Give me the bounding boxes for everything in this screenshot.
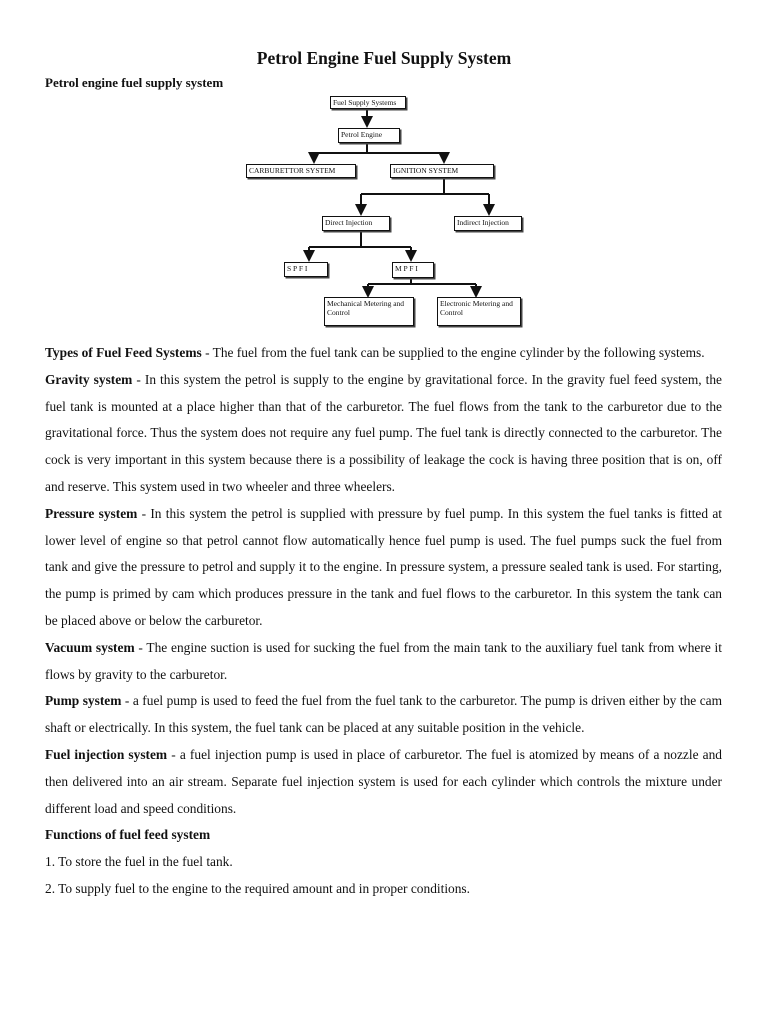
node-spfi: S P F I <box>284 262 328 277</box>
section-pressure <box>45 501 722 635</box>
section-gravity <box>45 367 722 501</box>
node-petrol-engine: Petrol Engine <box>338 128 400 143</box>
document-body <box>45 340 722 903</box>
heading-separator: - <box>137 505 151 521</box>
heading-separator: - <box>201 345 213 360</box>
node-electronic-metering: Electronic Metering and Control <box>437 297 521 326</box>
functions-item: 2. To supply fuel to the engine to the required amount and in proper conditions. <box>45 880 470 896</box>
section-types <box>45 340 722 367</box>
section-heading: Gravity system <box>45 371 133 387</box>
functions-heading-text: Functions of fuel feed system <box>45 827 211 843</box>
functions-item: 1. To store the fuel in the fuel tank. <box>45 854 233 870</box>
heading-separator: - <box>134 639 147 655</box>
section-heading: Fuel injection system <box>45 746 168 762</box>
section-vacuum <box>45 635 722 689</box>
node-mpfi: M P F I <box>392 262 434 278</box>
node-ignition-system: IGNITION SYSTEM <box>390 164 494 178</box>
functions-heading <box>45 822 722 849</box>
section-heading: Types of Fuel Feed Systems <box>45 345 202 360</box>
section-text: a fuel pump is used to feed the fuel from the fuel tank to the carburetor. The pump is driven either by the cam shaft or electrically. In this system, the fuel tank can be placed at any suitable position in the vehicle. <box>45 693 722 736</box>
section-text: a fuel injection pump is used in place of carburetor. The fuel is atomized by means of a nozzle and then delivered into an air stream. Separate fuel injection system is used for each cylinder which controls the mixture under different load and speed conditions. <box>45 746 722 816</box>
section-heading: Vacuum system <box>45 639 135 655</box>
heading-separator: - <box>167 746 180 762</box>
node-fuel-supply-systems: Fuel Supply Systems <box>330 96 406 109</box>
section-text: The engine suction is used for sucking the fuel from the main tank to the auxiliary fuel tank from where it flows by gravity to the carburetor. <box>45 639 723 682</box>
node-direct-injection: Direct Injection <box>322 216 390 231</box>
section-pump <box>45 688 722 742</box>
section-heading: Pressure system <box>45 505 138 521</box>
page-subtitle: Petrol engine fuel supply system <box>45 75 224 90</box>
page-title: Petrol Engine Fuel Supply System <box>256 48 512 68</box>
node-carburettor-system: CARBURETTOR SYSTEM <box>246 164 356 178</box>
heading-separator: - <box>132 371 145 387</box>
node-mechanical-metering: Mechanical Metering and Control <box>324 297 414 326</box>
fuel-supply-flowchart <box>244 92 530 332</box>
section-text: In this system the petrol is supplied with pressure by fuel pump. In this system the fuel tanks is fitted at lower level of engine so that petrol cannot flow automatically hence fuel pump is used. The fuel pumps suck the fuel from tank and give the pressure to petrol and supply it to the engine. In pressure system, a pressure sealed tank is used. For starting, the pump is primed by cam which produces pressure in the tank and fuel flows to the carburetor. In this system the tank can be placed above or below the carburetor. <box>45 505 723 628</box>
section-fuel-injection <box>45 742 722 822</box>
section-heading: Pump system <box>45 693 122 709</box>
node-indirect-injection: Indirect Injection <box>454 216 522 231</box>
heading-separator: - <box>121 693 133 709</box>
section-text: In this system the petrol is supply to the engine by gravitational force. In the gravity fuel feed system, the fuel tank is mounted at a place higher than that of the carburetor. The fuel flows from the tank to the carburetor due to the gravitational force. Thus the system does not require any fuel pump. The fuel tank is directly connected to the carburetor. The cock is very important in this system because there is a possibility of leakage the cock is having three position that is on, off and reserve. This system used in two wheeler and three wheelers. <box>45 371 722 494</box>
section-text: The fuel from the fuel tank can be supplied to the engine cylinder by the following systems. <box>212 345 705 360</box>
